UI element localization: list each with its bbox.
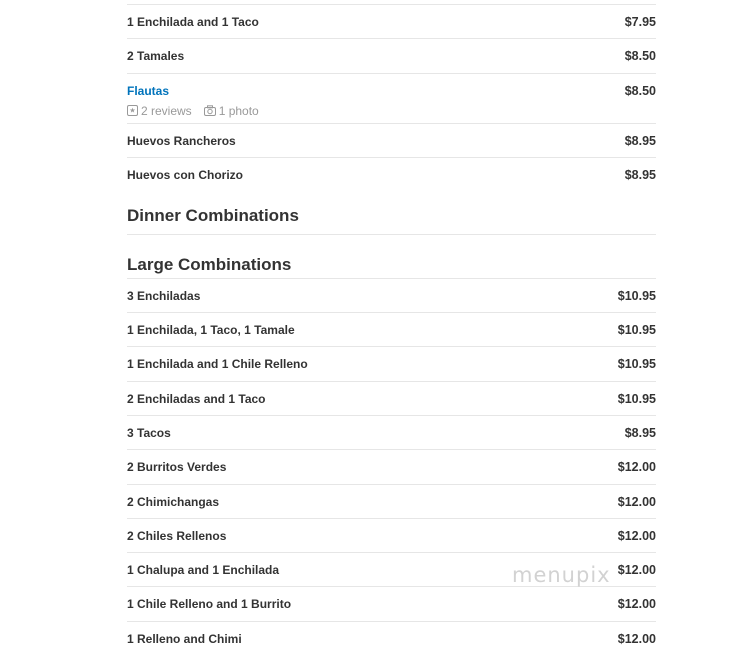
menu-item bbox=[127, 158, 656, 192]
menu-item bbox=[127, 519, 656, 553]
menu-item-name: 3 Tacos bbox=[127, 425, 171, 440]
menu-item-price: $12.00 bbox=[617, 563, 656, 578]
menu-item-price: $12.00 bbox=[617, 460, 656, 475]
menu-item-price: $8.95 bbox=[624, 167, 656, 182]
menu-item bbox=[127, 622, 656, 656]
menu-item-price: $8.50 bbox=[624, 49, 656, 64]
menu-item bbox=[127, 347, 656, 381]
menu-item bbox=[127, 279, 656, 313]
menu-item-price: $10.95 bbox=[617, 391, 656, 406]
menu-item bbox=[127, 416, 656, 450]
menu-item bbox=[127, 450, 656, 484]
photos-count: 1 photo bbox=[218, 103, 259, 118]
menu-item bbox=[127, 124, 656, 158]
menu-item-price: $12.00 bbox=[617, 494, 656, 509]
menu-item-price: $7.95 bbox=[624, 15, 656, 29]
photos-link[interactable] bbox=[204, 104, 259, 118]
menu-list bbox=[127, 0, 656, 656]
menu-item-name: 1 Enchilada and 1 Taco bbox=[127, 15, 259, 29]
menu-item-name: 2 Tamales bbox=[127, 49, 185, 64]
menu-item-price: $12.00 bbox=[617, 597, 656, 612]
item-meta bbox=[127, 104, 656, 118]
menu-item-price: $10.95 bbox=[617, 323, 656, 338]
menu-item-name: 2 Chimichangas bbox=[127, 494, 220, 509]
menu-item bbox=[127, 313, 656, 347]
menu-item-name: 1 Chalupa and 1 Enchilada bbox=[127, 563, 280, 578]
menu-item-price: $8.50 bbox=[624, 83, 656, 98]
menu-item-price: $10.95 bbox=[617, 288, 656, 303]
menu-item-name: 1 Enchilada, 1 Taco, 1 Tamale bbox=[127, 323, 295, 338]
menu-item-price: $12.00 bbox=[617, 631, 656, 646]
section-large-combinations bbox=[127, 235, 656, 279]
flautas-link[interactable]: Flautas bbox=[127, 83, 170, 98]
menu-item-name: Huevos con Chorizo bbox=[127, 167, 244, 182]
menu-item bbox=[127, 587, 656, 621]
menu-item-name: 2 Chiles Rellenos bbox=[127, 528, 227, 543]
section-title: Large Combinations bbox=[127, 255, 292, 275]
section-dinner-combinations bbox=[127, 192, 656, 235]
menu-item-price: $8.95 bbox=[624, 425, 656, 440]
menu-item-price: $10.95 bbox=[617, 357, 656, 372]
menu-item-name: 1 Enchilada and 1 Chile Relleno bbox=[127, 357, 308, 372]
menu-item bbox=[127, 485, 656, 519]
reviews-count: 2 reviews bbox=[141, 103, 192, 118]
reviews-link[interactable] bbox=[127, 104, 192, 118]
menu-item-name: Huevos Rancheros bbox=[127, 133, 236, 148]
menu-item-name: 1 Relleno and Chimi bbox=[127, 631, 242, 646]
menu-item-name: 1 Chile Relleno and 1 Burrito bbox=[127, 597, 292, 612]
menu-item-name: 3 Enchiladas bbox=[127, 288, 201, 303]
camera-icon bbox=[204, 105, 216, 116]
menu-item-flautas bbox=[127, 74, 656, 124]
menu-item bbox=[127, 5, 656, 39]
menu-item-price: $12.00 bbox=[617, 528, 656, 543]
menu-item bbox=[127, 382, 656, 416]
menupix-watermark: menupix bbox=[512, 563, 611, 587]
menu-item-name: 2 Enchiladas and 1 Taco bbox=[127, 391, 266, 406]
menu-item-price: $8.95 bbox=[624, 133, 656, 148]
section-title: Dinner Combinations bbox=[127, 206, 299, 226]
menu-item-name: 2 Burritos Verdes bbox=[127, 460, 227, 475]
menu-item bbox=[127, 39, 656, 73]
review-icon bbox=[127, 105, 138, 116]
